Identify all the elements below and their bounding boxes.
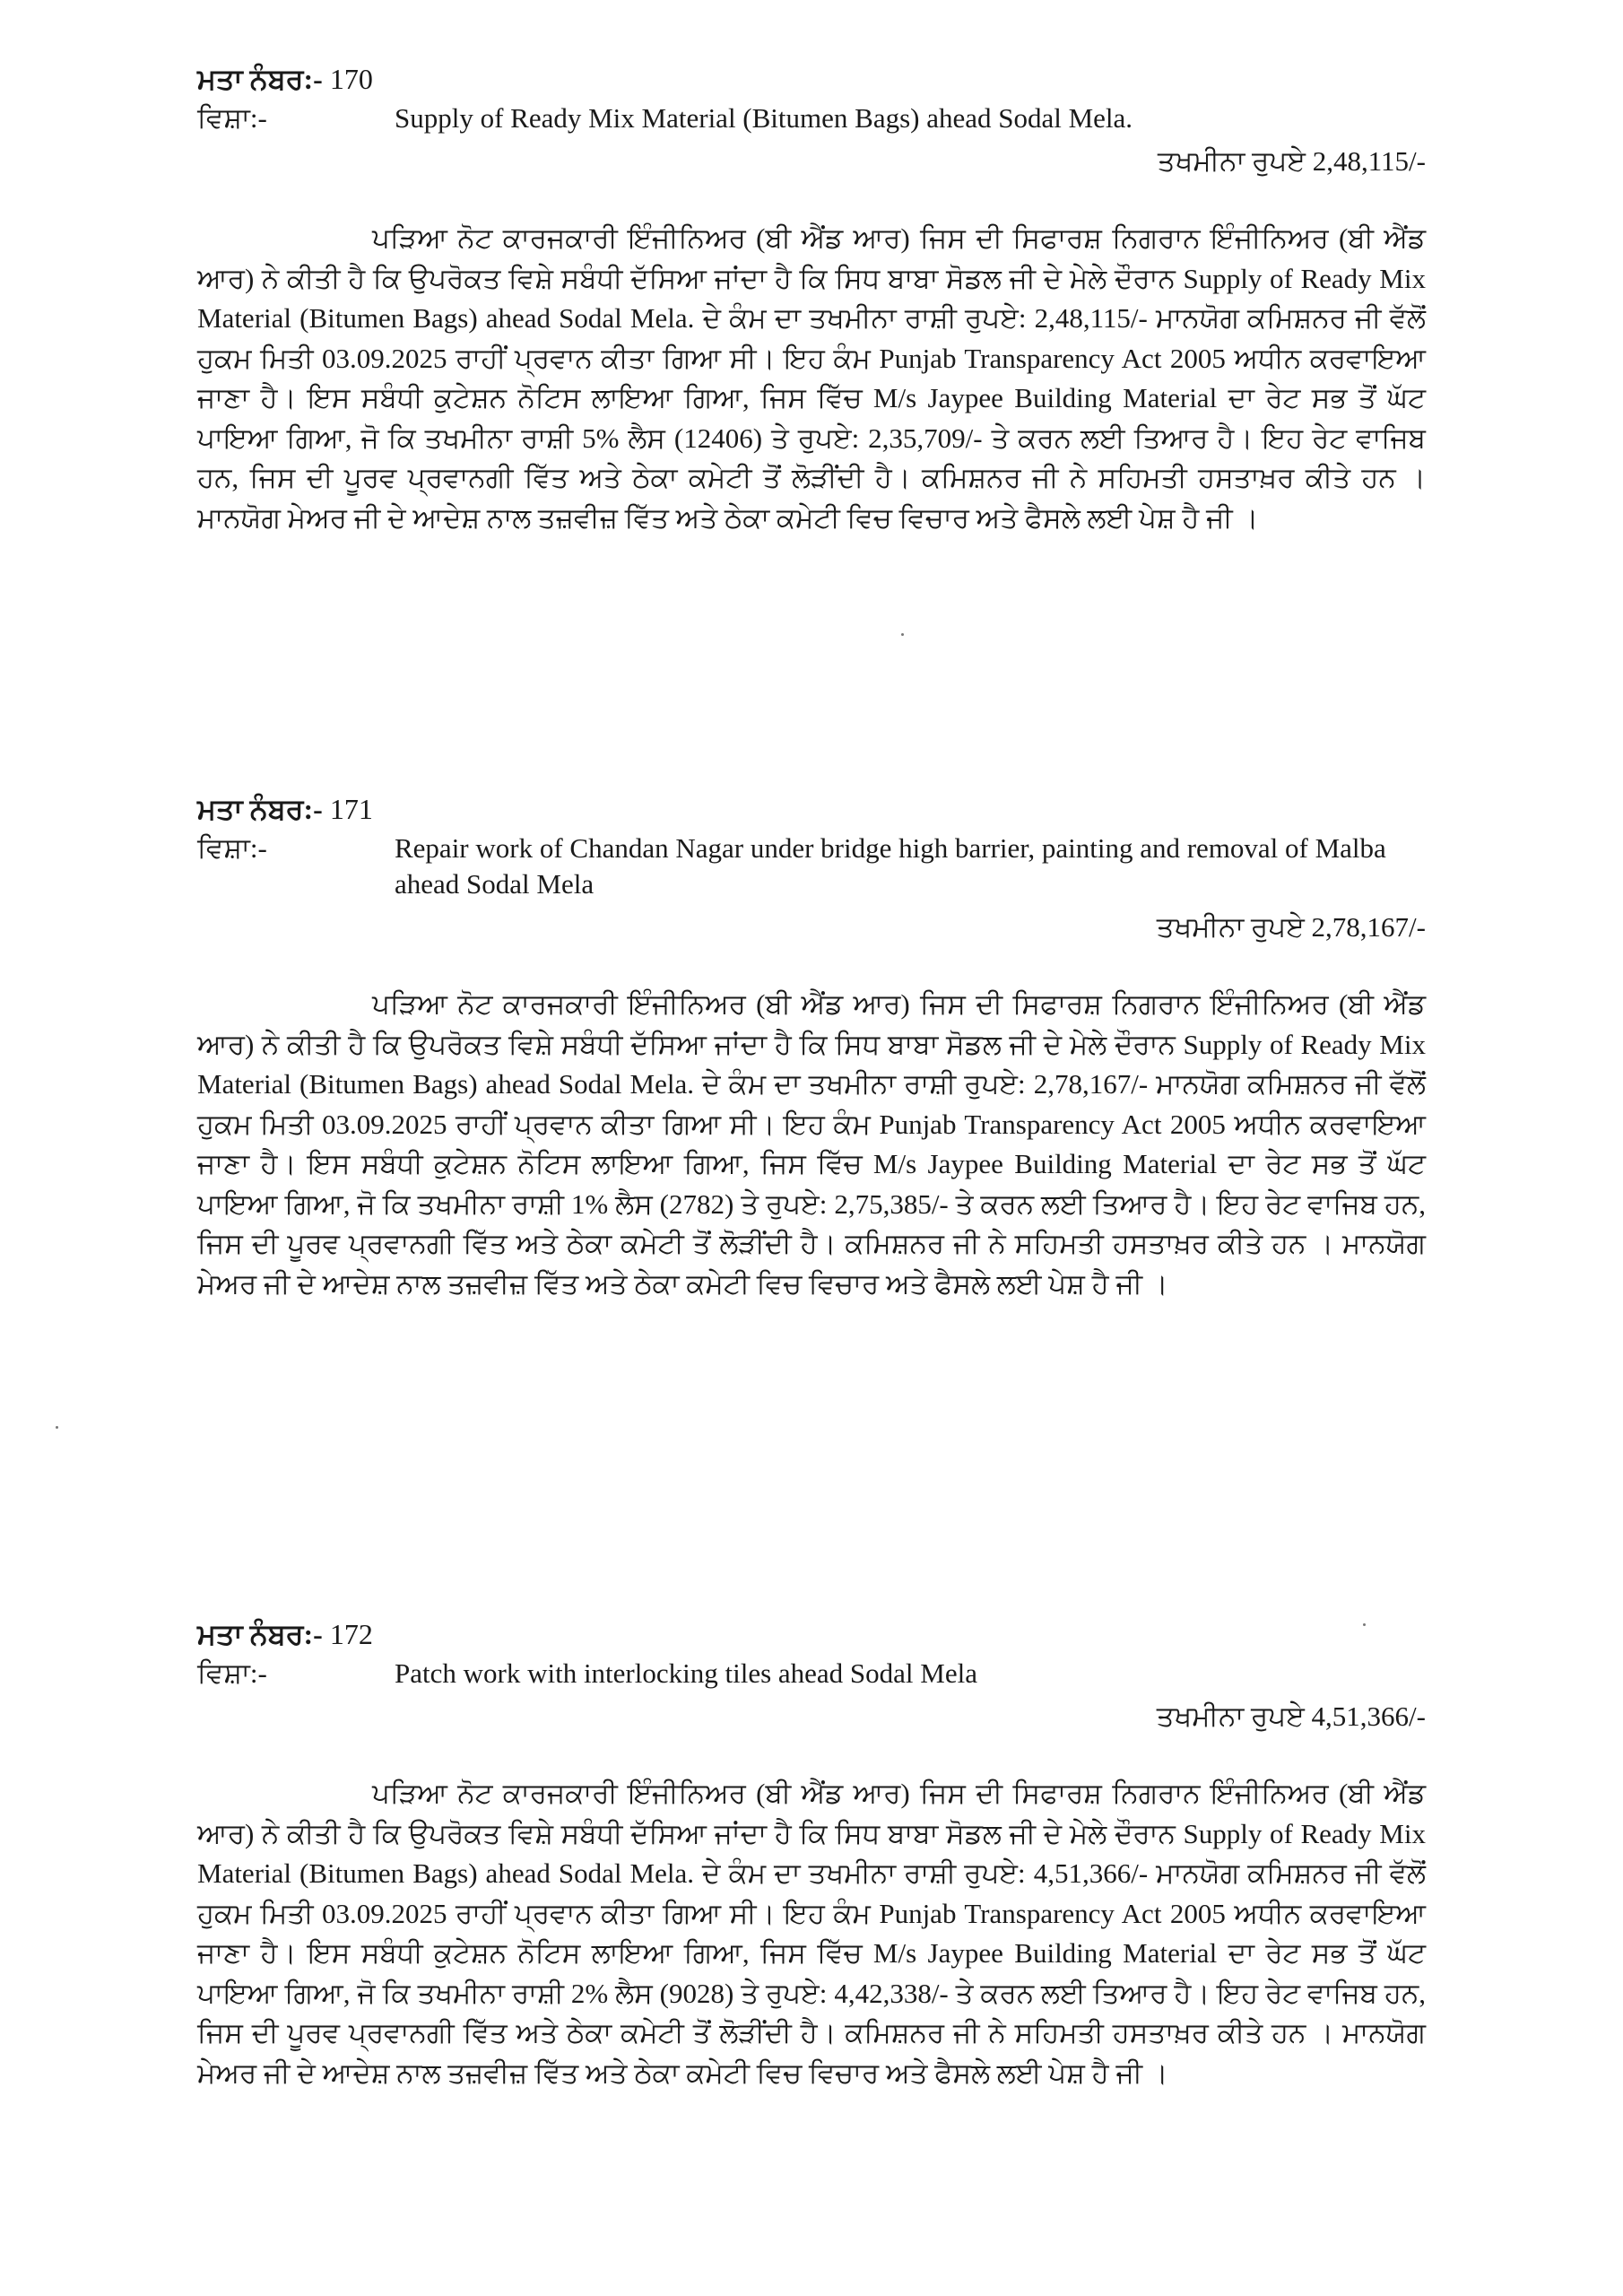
subject-row	[197, 1656, 1426, 1692]
subject-text: Supply of Ready Mix Material (Bitumen Bags) ahead Sodal Mela.	[395, 102, 1133, 134]
resolution-number: 172	[329, 1618, 373, 1650]
resolution-170	[197, 61, 1426, 566]
resolution-number-line	[197, 61, 1426, 97]
resolution-number-label: ਮਤਾ ਨੰਬਰ:-	[197, 63, 323, 95]
resolution-body: ਪੜਿਆ ਨੋਟ ਕਾਰਜਕਾਰੀ ਇੰਜੀਨਿਅਰ (ਬੀ ਐਂਡ ਆਰ) ਜਿਸ ਦੀ ਸਿਫਾਰਸ਼ ਨਿਗਰਾਨ ਇੰਜੀਨਿਅਰ (ਬੀ ਐਂਡ ਆਰ) ਨੇ ਕੀਤੀ ਹੈ ਕਿ ਉਪਰੋਕਤ ਵਿਸ਼ੇ ਸਬੰਧੀ ਦੱਸਿਆ ਜਾਂਦਾ ਹੈ ਕਿ ਸਿਧ ਬਾਬਾ ਸੋਡਲ ਜੀ ਦੇ ਮੇਲੇ ਦੌਰਾਨ Supply of Ready Mix Material (Bitumen Bags) ahead Sodal Mela. ਦੇ ਕੰਮ ਦਾ ਤਖਮੀਨਾ ਰਾਸ਼ੀ ਰੁਪਏ: 2,78,167/- ਮਾਨਯੋਗ ਕਮਿਸ਼ਨਰ ਜੀ ਵੱਲੋਂ ਹੁਕਮ ਮਿਤੀ 03.09.2025 ਰਾਹੀਂ ਪ੍ਰਵਾਨ ਕੀਤਾ ਗਿਆ ਸੀ। ਇਹ ਕੰਮ Punjab Transparency Act 2005 ਅਧੀਨ ਕਰਵਾਇਆ ਜਾਣਾ ਹੈ। ਇਸ ਸਬੰਧੀ ਕੁਟੇਸ਼ਨ ਨੋਟਿਸ ਲਾਇਆ ਗਿਆ, ਜਿਸ ਵਿੱਚ M/s Jaypee Building Material ਦਾ ਰੇਟ ਸਭ ਤੋਂ ਘੱਟ ਪਾਇਆ ਗਿਆ, ਜੋ ਕਿ ਤਖਮੀਨਾ ਰਾਸ਼ੀ 1% ਲੈਸ (2782) ਤੇ ਰੁਪਏ: 2,75,385/- ਤੇ ਕਰਨ ਲਈ ਤਿਆਰ ਹੈ। ਇਹ ਰੇਟ ਵਾਜਿਬ ਹਨ, ਜਿਸ ਦੀ ਪੂਰਵ ਪ੍ਰਵਾਨਗੀ ਵਿੱਤ ਅਤੇ ਠੇਕਾ ਕਮੇਟੀ ਤੋਂ ਲੋੜੀਂਦੀ ਹੈ। ਕਮਿਸ਼ਨਰ ਜੀ ਨੇ ਸਹਿਮਤੀ ਹਸਤਾਖ਼ਰ ਕੀਤੇ ਹਨ । ਮਾਨਯੋਗ ਮੇਅਰ ਜੀ ਦੇ ਆਦੇਸ਼ ਨਾਲ ਤਜ਼ਵੀਜ਼ ਵਿੱਤ ਅਤੇ ਠੇਕਾ ਕਮੇਟੀ ਵਿਚ ਵਿਚਾਰ ਅਤੇ ਫੈਸਲੇ ਲਈ ਪੇਸ਼ ਹੈ ਜੀ ।	[197, 988, 1426, 1300]
scan-speck	[56, 1426, 58, 1429]
resolution-number: 170	[329, 63, 373, 95]
scan-speck	[901, 633, 904, 636]
resolution-number-label: ਮਤਾ ਨੰਬਰ:-	[197, 793, 323, 825]
resolution-171	[197, 791, 1426, 1332]
resolution-number-line	[197, 1616, 1426, 1652]
resolution-body: ਪੜਿਆ ਨੋਟ ਕਾਰਜਕਾਰੀ ਇੰਜੀਨਿਅਰ (ਬੀ ਐਂਡ ਆਰ) ਜਿਸ ਦੀ ਸਿਫਾਰਸ਼ ਨਿਗਰਾਨ ਇੰਜੀਨਿਅਰ (ਬੀ ਐਂਡ ਆਰ) ਨੇ ਕੀਤੀ ਹੈ ਕਿ ਉਪਰੋਕਤ ਵਿਸ਼ੇ ਸਬੰਧੀ ਦੱਸਿਆ ਜਾਂਦਾ ਹੈ ਕਿ ਸਿਧ ਬਾਬਾ ਸੋਡਲ ਜੀ ਦੇ ਮੇਲੇ ਦੌਰਾਨ Supply of Ready Mix Material (Bitumen Bags) ahead Sodal Mela. ਦੇ ਕੰਮ ਦਾ ਤਖਮੀਨਾ ਰਾਸ਼ੀ ਰੁਪਏ: 2,48,115/- ਮਾਨਯੋਗ ਕਮਿਸ਼ਨਰ ਜੀ ਵੱਲੋਂ ਹੁਕਮ ਮਿਤੀ 03.09.2025 ਰਾਹੀਂ ਪ੍ਰਵਾਨ ਕੀਤਾ ਗਿਆ ਸੀ। ਇਹ ਕੰਮ Punjab Transparency Act 2005 ਅਧੀਨ ਕਰਵਾਇਆ ਜਾਣਾ ਹੈ। ਇਸ ਸਬੰਧੀ ਕੁਟੇਸ਼ਨ ਨੋਟਿਸ ਲਾਇਆ ਗਿਆ, ਜਿਸ ਵਿੱਚ M/s Jaypee Building Material ਦਾ ਰੇਟ ਸਭ ਤੋਂ ਘੱਟ ਪਾਇਆ ਗਿਆ, ਜੋ ਕਿ ਤਖਮੀਨਾ ਰਾਸ਼ੀ 5% ਲੈਸ (12406) ਤੇ ਰੁਪਏ: 2,35,709/- ਤੇ ਕਰਨ ਲਈ ਤਿਆਰ ਹੈ। ਇਹ ਰੇਟ ਵਾਜਿਬ ਹਨ, ਜਿਸ ਦੀ ਪੂਰਵ ਪ੍ਰਵਾਨਗੀ ਵਿੱਤ ਅਤੇ ਠੇਕਾ ਕਮੇਟੀ ਤੋਂ ਲੋੜੀਂਦੀ ਹੈ। ਕਮਿਸ਼ਨਰ ਜੀ ਨੇ ਸਹਿਮਤੀ ਹਸਤਾਖ਼ਰ ਕੀਤੇ ਹਨ । ਮਾਨਯੋਗ ਮੇਅਰ ਜੀ ਦੇ ਆਦੇਸ਼ ਨਾਲ ਤਜ਼ਵੀਜ਼ ਵਿੱਤ ਅਤੇ ਠੇਕਾ ਕਮੇਟੀ ਵਿਚ ਵਿਚਾਰ ਅਤੇ ਫੈਸਲੇ ਲਈ ਪੇਸ਼ ਹੈ ਜੀ ।	[197, 222, 1426, 534]
resolution-body: ਪੜਿਆ ਨੋਟ ਕਾਰਜਕਾਰੀ ਇੰਜੀਨਿਅਰ (ਬੀ ਐਂਡ ਆਰ) ਜਿਸ ਦੀ ਸਿਫਾਰਸ਼ ਨਿਗਰਾਨ ਇੰਜੀਨਿਅਰ (ਬੀ ਐਂਡ ਆਰ) ਨੇ ਕੀਤੀ ਹੈ ਕਿ ਉਪਰੋਕਤ ਵਿਸ਼ੇ ਸਬੰਧੀ ਦੱਸਿਆ ਜਾਂਦਾ ਹੈ ਕਿ ਸਿਧ ਬਾਬਾ ਸੋਡਲ ਜੀ ਦੇ ਮੇਲੇ ਦੌਰਾਨ Supply of Ready Mix Material (Bitumen Bags) ahead Sodal Mela. ਦੇ ਕੰਮ ਦਾ ਤਖਮੀਨਾ ਰਾਸ਼ੀ ਰੁਪਏ: 4,51,366/- ਮਾਨਯੋਗ ਕਮਿਸ਼ਨਰ ਜੀ ਵੱਲੋਂ ਹੁਕਮ ਮਿਤੀ 03.09.2025 ਰਾਹੀਂ ਪ੍ਰਵਾਨ ਕੀਤਾ ਗਿਆ ਸੀ। ਇਹ ਕੰਮ Punjab Transparency Act 2005 ਅਧੀਨ ਕਰਵਾਇਆ ਜਾਣਾ ਹੈ। ਇਸ ਸਬੰਧੀ ਕੁਟੇਸ਼ਨ ਨੋਟਿਸ ਲਾਇਆ ਗਿਆ, ਜਿਸ ਵਿੱਚ M/s Jaypee Building Material ਦਾ ਰੇਟ ਸਭ ਤੋਂ ਘੱਟ ਪਾਇਆ ਗਿਆ, ਜੋ ਕਿ ਤਖਮੀਨਾ ਰਾਸ਼ੀ 2% ਲੈਸ (9028) ਤੇ ਰੁਪਏ: 4,42,338/- ਤੇ ਕਰਨ ਲਈ ਤਿਆਰ ਹੈ। ਇਹ ਰੇਟ ਵਾਜਿਬ ਹਨ, ਜਿਸ ਦੀ ਪੂਰਵ ਪ੍ਰਵਾਨਗੀ ਵਿੱਤ ਅਤੇ ਠੇਕਾ ਕਮੇਟੀ ਤੋਂ ਲੋੜੀਂਦੀ ਹੈ। ਕਮਿਸ਼ਨਰ ਜੀ ਨੇ ਸਹਿਮਤੀ ਹਸਤਾਖ਼ਰ ਕੀਤੇ ਹਨ । ਮਾਨਯੋਗ ਮੇਅਰ ਜੀ ਦੇ ਆਦੇਸ਼ ਨਾਲ ਤਜ਼ਵੀਜ਼ ਵਿੱਤ ਅਤੇ ਠੇਕਾ ਕਮੇਟੀ ਵਿਚ ਵਿਚਾਰ ਅਤੇ ਫੈਸਲੇ ਲਈ ਪੇਸ਼ ਹੈ ਜੀ ।	[197, 1778, 1426, 2089]
resolution-number-label: ਮਤਾ ਨੰਬਰ:-	[197, 1618, 323, 1650]
estimate-amount: ਤਖਮੀਨਾ ਰੁਪਏ 4,51,366/-	[1156, 1700, 1426, 1732]
subject-label: ਵਿਸ਼ਾ:-	[197, 1657, 267, 1689]
resolution-number-line	[197, 791, 1426, 827]
subject-text: Patch work with interlocking tiles ahead Sodal Mela	[395, 1657, 977, 1689]
subject-text: Repair work of Chandan Nagar under bridge high barrier, painting and removal of Malba ahead Sodal Mela	[395, 832, 1386, 900]
resolution-172	[197, 1616, 1426, 2121]
subject-row	[197, 831, 1426, 902]
estimate-amount: ਤਖਮੀਨਾ ਰੁਪਏ 2,48,115/-	[1157, 145, 1426, 177]
resolution-number: 171	[329, 793, 373, 825]
scan-speck	[1363, 1623, 1366, 1626]
subject-label: ਵਿਸ਼ਾ:-	[197, 102, 267, 134]
subject-label: ਵਿਸ਼ਾ:-	[197, 832, 267, 864]
subject-row	[197, 100, 1426, 136]
estimate-amount: ਤਖਮੀਨਾ ਰੁਪਏ 2,78,167/-	[1156, 911, 1426, 943]
